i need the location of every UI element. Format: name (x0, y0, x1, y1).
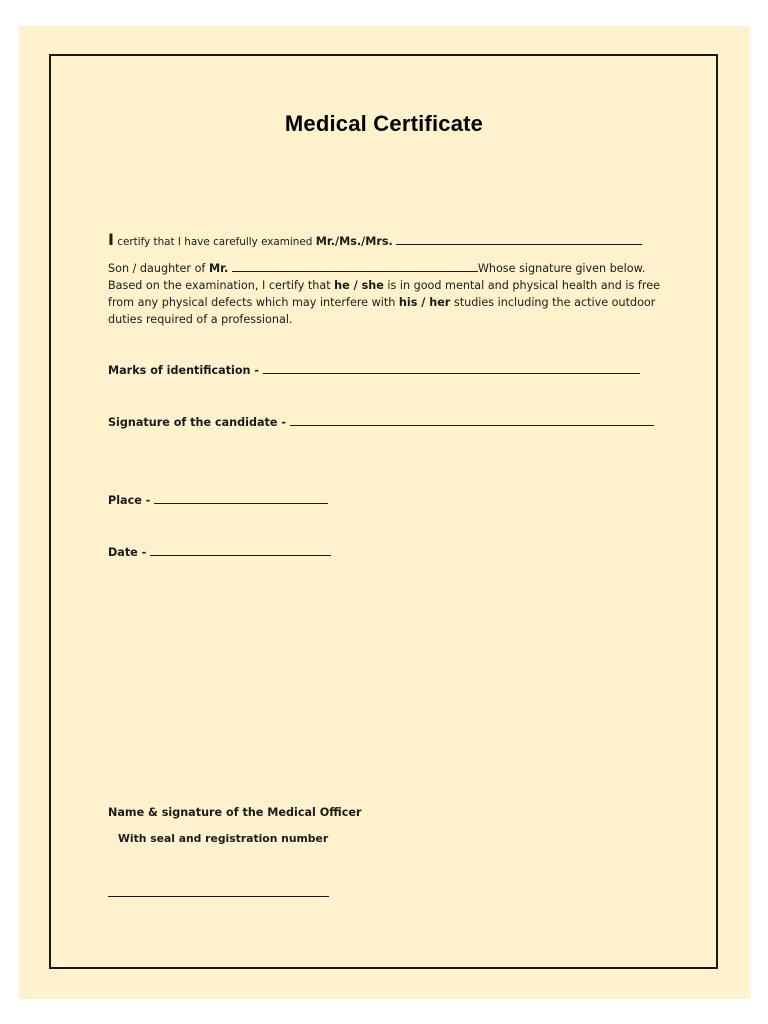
intro-salutation: Mr./Ms./Mrs. (315, 235, 393, 248)
parent-salutation: Mr. (208, 262, 229, 275)
pronoun-his-her: his / her (398, 296, 451, 309)
parent-prefix: Son / daughter of (108, 262, 209, 275)
officer-seal-label: With seal and registration number (118, 832, 329, 845)
examinee-name-blank[interactable] (396, 243, 642, 245)
paragraph-line-1 (108, 262, 645, 275)
paragraph-line-4 (108, 313, 292, 326)
paragraph-text: is in good mental and physical health and is free (383, 279, 660, 292)
marks-blank[interactable] (263, 372, 640, 374)
candidate-signature-blank[interactable] (290, 424, 654, 426)
officer-signature-blank[interactable] (108, 896, 329, 897)
candidate-signature-label: Signature of the candidate - (108, 416, 290, 429)
place-blank[interactable] (154, 502, 328, 504)
place-field (108, 494, 328, 507)
pronoun-he-she: he / she (334, 279, 384, 292)
paragraph-line-2 (108, 279, 660, 292)
place-label: Place - (108, 494, 155, 507)
intro-text: certify that I have carefully examined (113, 236, 316, 248)
marks-label: Marks of identification - (108, 364, 263, 377)
paragraph-text: from any physical defects which may interfere with (108, 296, 399, 309)
marks-field (108, 364, 640, 377)
intro-first-letter: I (108, 230, 114, 249)
date-field (108, 546, 331, 559)
parent-name-blank[interactable] (232, 270, 478, 272)
paragraph-text: duties required of a professional. (108, 313, 293, 326)
date-label: Date - (108, 546, 151, 559)
intro-line (108, 230, 642, 249)
paragraph-text: studies including the active outdoor (450, 296, 656, 309)
signature-note: Whose signature given below. (477, 262, 646, 275)
officer-name-label: Name & signature of the Medical Officer (108, 806, 362, 819)
certificate-title: Medical Certificate (284, 111, 484, 136)
paragraph-text: Based on the examination, I certify that (108, 279, 335, 292)
paragraph-line-3 (108, 296, 655, 309)
date-blank[interactable] (150, 554, 331, 556)
candidate-signature-field (108, 416, 654, 429)
